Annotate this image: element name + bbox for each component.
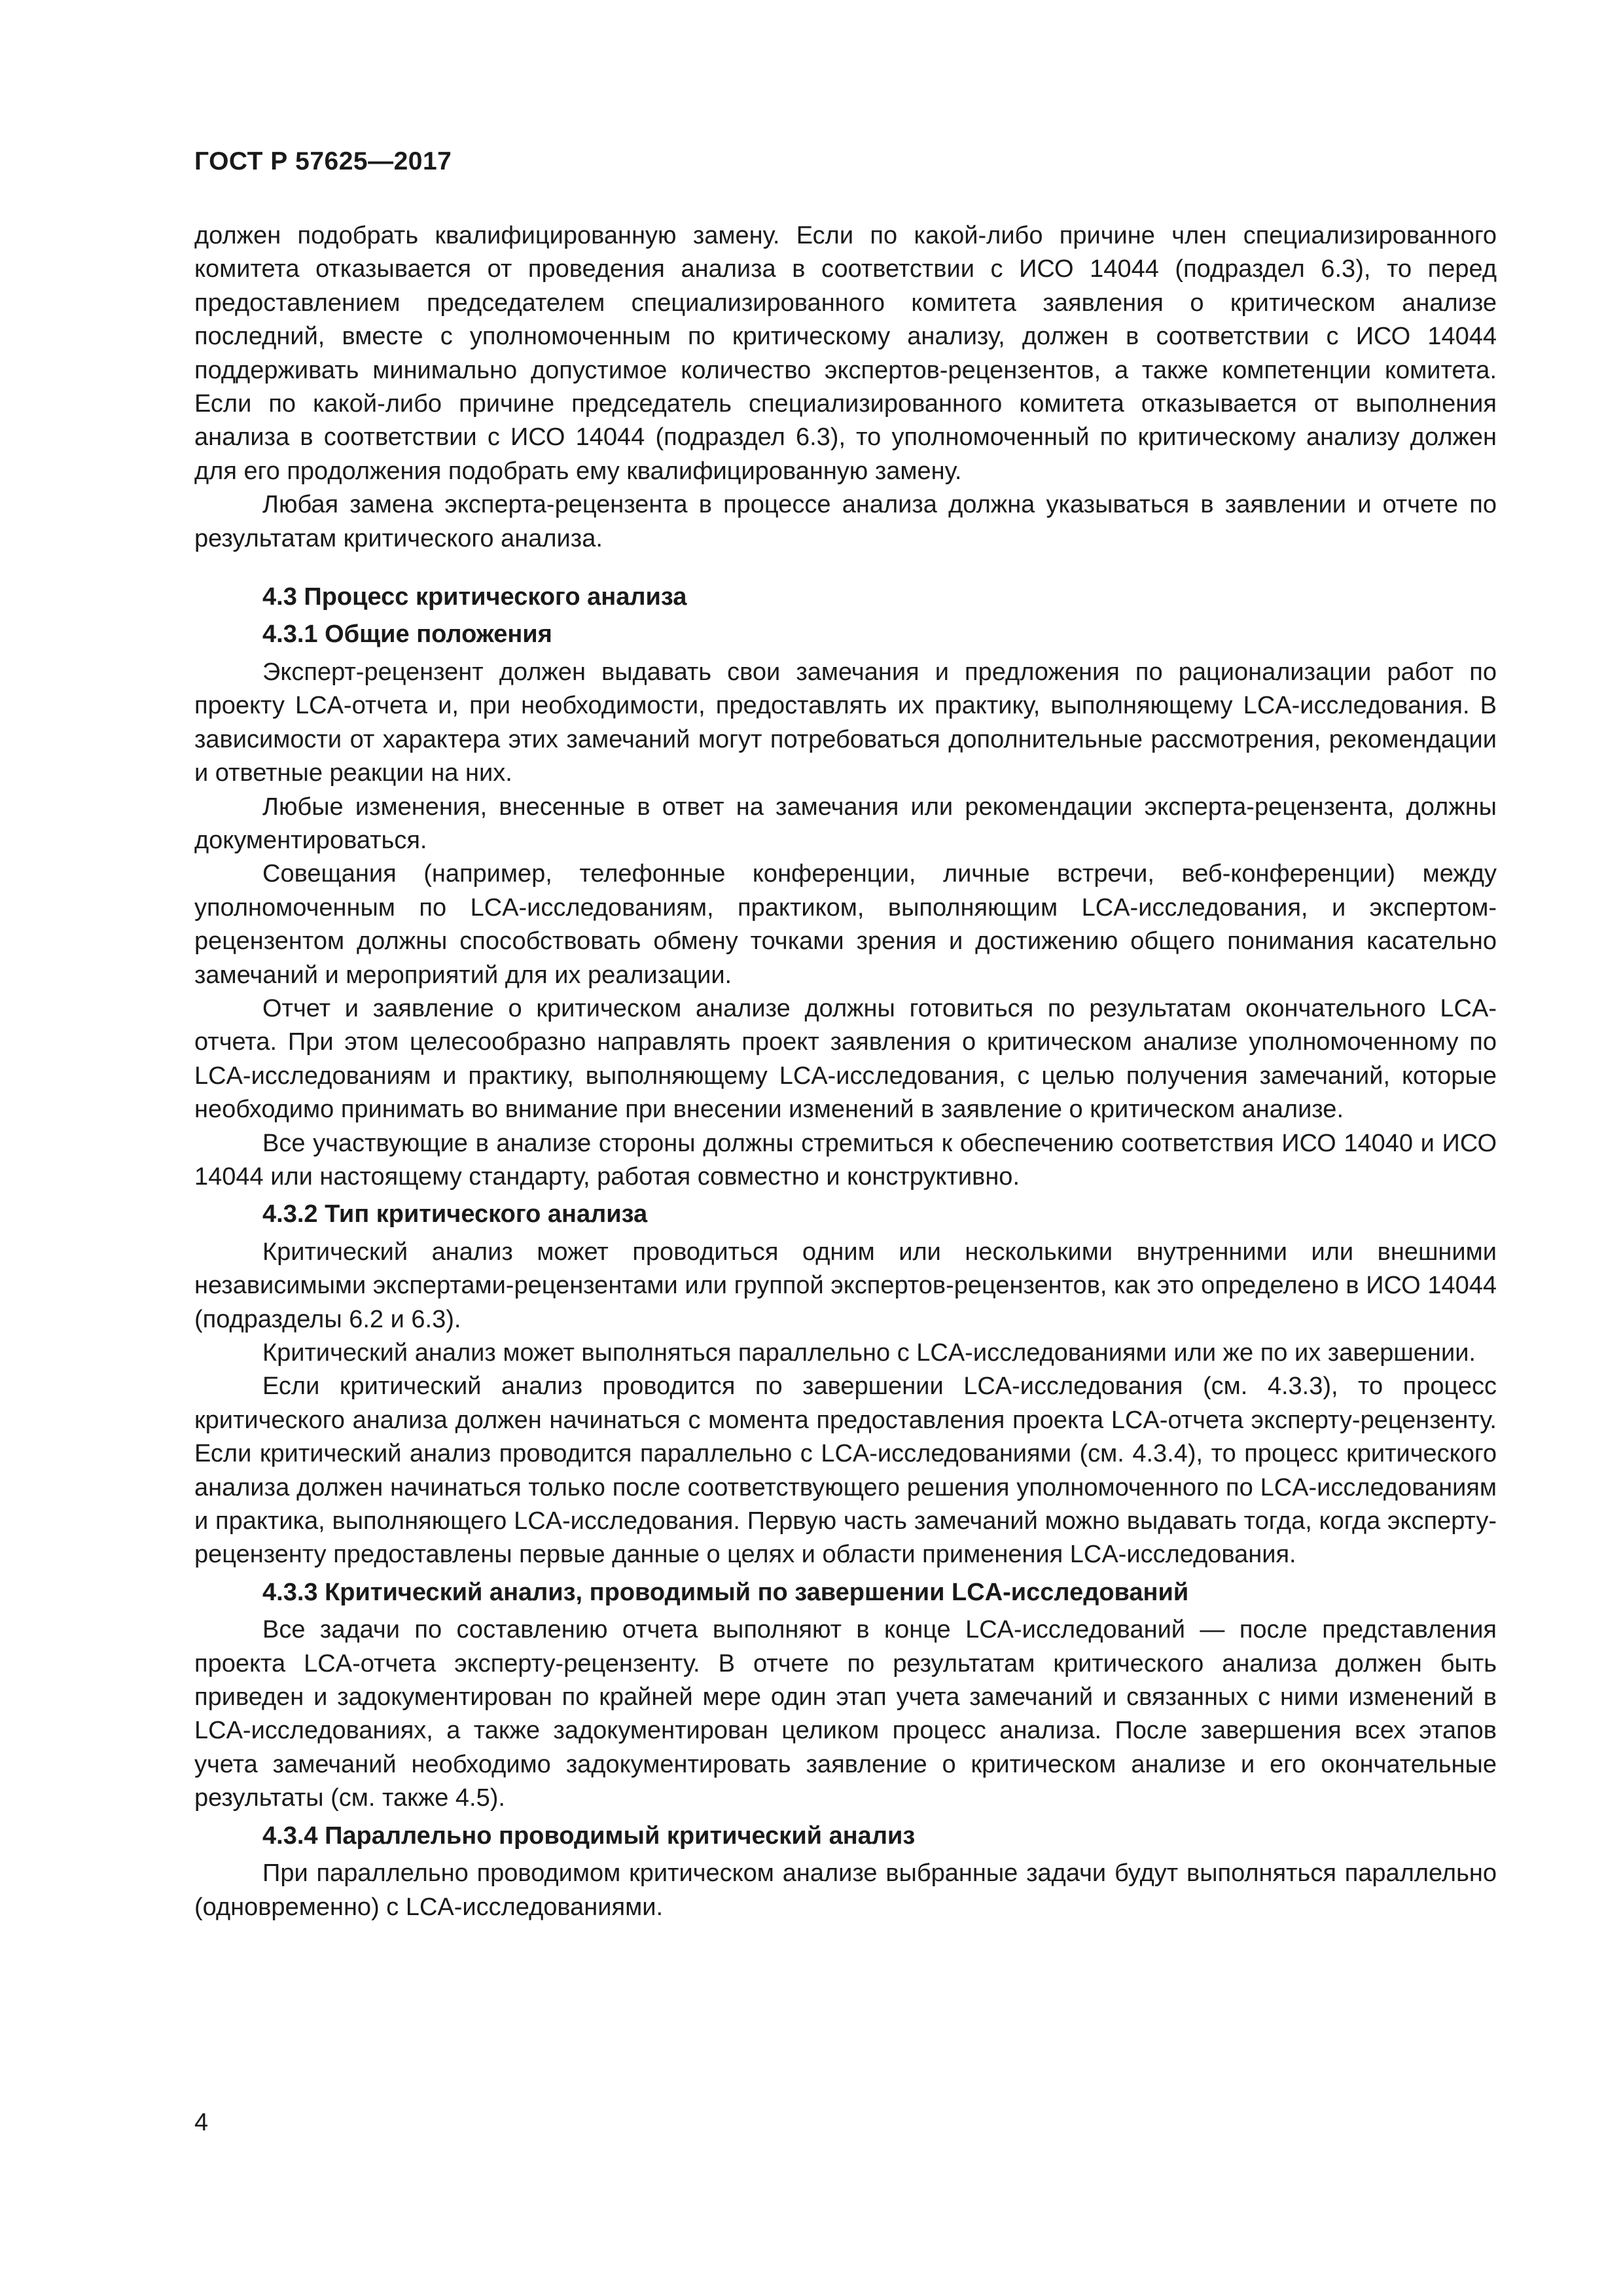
document-header-code: ГОСТ Р 57625—2017 [194,147,452,175]
paragraph: Отчет и заявление о критическом анализе должны готовиться по результатам окончательного LCA-отчета. При этом целесообразно направлять проект заявления о критическом анализе уполномоченному по LCA-исследованиям и практику, выполняющему LCA-исследования, с целью получения замечаний, которые необходимо принимать во внимание при внесении изменений в заявление о критическом анализе. [194,994,1497,1124]
subsection-heading-4-3-2: 4.3.2 Тип критического анализа [262,1200,648,1229]
paragraph: должен подобрать квалифицированную замену. Если по какой-либо причине член специализированного комитета отказывается от проведения анализа в соответствии с ИСО 14044 (подраздел 6.3), то перед предоставлением председателем специализированного комитета заявления о критическом анализе последний, вместе с уполномоченным по критическому анализу, должен в соответствии с ИСО 14044 поддерживать минимально допустимое количество экспертов-рецензентов, а также компетенции комитета. Если по какой-либо причине председатель специализированного комитета отказывается от выполнения анализа в соответствии с ИСО 14044 (подраздел 6.3), то уполномоченный по критическому анализу должен для его продолжения подобрать ему квалифицированную замену. [194,222,1497,485]
subsection-heading-4-3-4: 4.3.4 Параллельно проводимый критический анализ [262,1821,916,1850]
paragraph: Все задачи по составлению отчета выполняют в конце LCA-исследований — после представления проекта LCA-отчета эксперту-рецензенту. В отчете по результатам критического анализа должен быть приведен и задокументирован по крайней мере один этап учета замечаний и связанных с ними изменений в LCA-исследованиях, а также задокументирован целиком процесс анализа. После завершения всех этапов учета замечаний необходимо задокументировать заявление о критическом анализе и его окончательные результаты (см. также 4.5). [194,1616,1497,1812]
subsection-heading-4-3-3: 4.3.3 Критический анализ, проводимый по завершении LCA-исследований [262,1578,1189,1606]
paragraph: При параллельно проводимом критическом анализе выбранные задачи будут выполняться параллельно (одновременно) с LCA-исследованиями. [194,1859,1497,1921]
paragraph: Любые изменения, внесенные в ответ на замечания или рекомендации эксперта-рецензента, должны документироваться. [194,793,1497,854]
paragraph: Если критический анализ проводится по завершении LCA-исследования (см. 4.3.3), то процесс критического анализа должен начинаться с момента предоставления проекта LCA-отчета эксперту-рецензенту. Если критический анализ проводится параллельно с LCA-исследованиями (см. 4.3.4), то процесс критического анализа должен начинаться только после соответствующего решения уполномоченного по LCA-исследованиям и практика, выполняющего LCA-исследования. Первую часть замечаний можно выдавать тогда, когда эксперту-рецензенту предоставлены первые данные о целях и области применения LCA-исследования. [194,1372,1497,1569]
paragraph: Эксперт-рецензент должен выдавать свои замечания и предложения по рационализации работ по проекту LCA-отчета и, при необходимости, предоставлять их практику, выполняющему LCA-исследования. В зависимости от характера этих замечаний могут потребоваться дополнительные рассмотрения, рекомендации и ответные реакции на них. [194,658,1497,787]
page-number: 4 [194,2109,209,2136]
paragraph: Любая замена эксперта-рецензента в процессе анализа должна указываться в заявлении и отчете по результатам критического анализа. [194,491,1497,552]
paragraph: Совещания (например, телефонные конференции, личные встречи, веб-конференции) между уполномоченным по LCA-исследованиям, практиком, выполняющим LCA-исследования, и экспертом-рецензентом должны способствовать обмену точками зрения и достижению общего понимания касательно замечаний и мероприятий для их реализации. [194,860,1497,989]
paragraph: Критический анализ может выполняться параллельно с LCA-исследованиями или же по их завершении. [262,1339,1476,1367]
section-heading-4-3: 4.3 Процесс критического анализа [262,583,687,611]
paragraph: Все участвующие в анализе стороны должны стремиться к обеспечению соответствия ИСО 14040 и ИСО 14044 или настоящему стандарту, работая совместно и конструктивно. [194,1129,1497,1191]
document-body [194,219,1497,1924]
subsection-heading-4-3-1: 4.3.1 Общие положения [262,620,552,649]
paragraph: Критический анализ может проводиться одним или несколькими внутренними или внешними независимыми экспертами-рецензентами или группой экспертов-рецензентов, как это определено в ИСО 14044 (подразделы 6.2 и 6.3). [194,1238,1497,1333]
